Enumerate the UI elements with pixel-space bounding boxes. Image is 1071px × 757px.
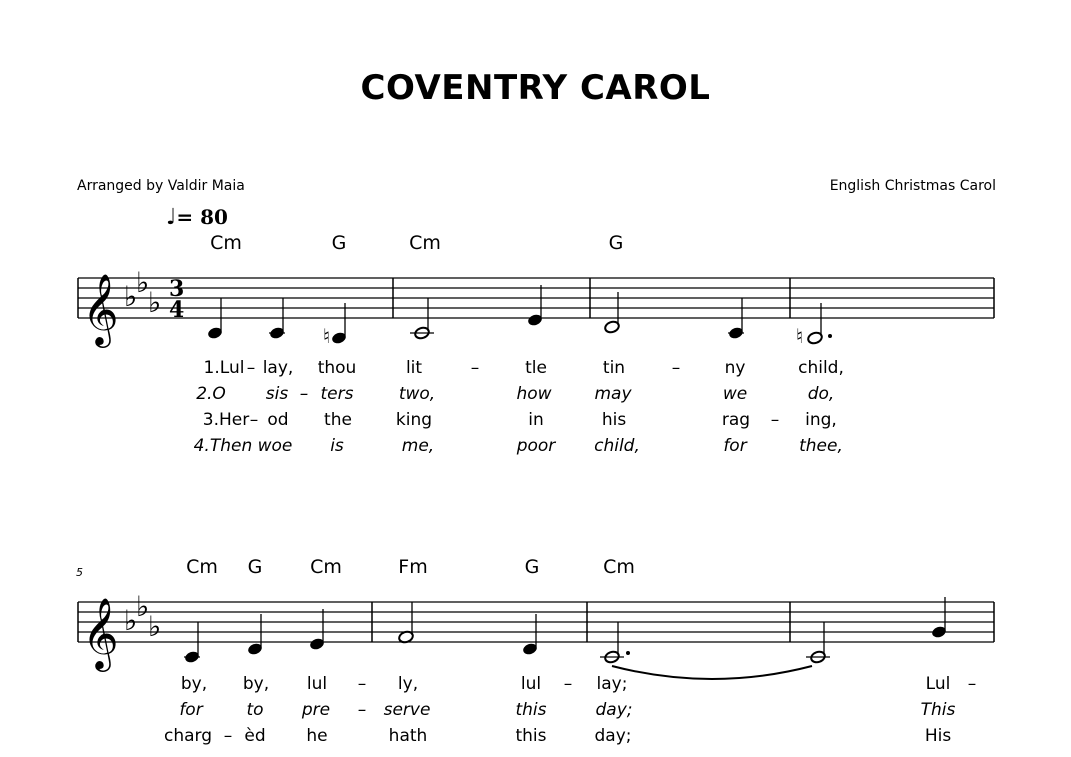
lyric-syllable: tle xyxy=(525,358,547,378)
lyric-syllable: two, xyxy=(398,384,436,404)
natural-sign-icon: ♮ xyxy=(796,324,804,348)
lyric-syllable: poor xyxy=(516,436,556,456)
note-quarter xyxy=(207,298,224,340)
lyric-syllable: 3.Her xyxy=(202,410,250,430)
chord-symbol: Cm xyxy=(210,232,242,254)
chord-symbol: Cm xyxy=(310,556,342,578)
lyric-syllable: lul xyxy=(306,674,328,694)
lyric-syllable: 4.Then woe xyxy=(193,436,293,456)
chord-symbol: G xyxy=(608,232,624,254)
lyric-syllable: thou xyxy=(317,358,357,378)
lyric-hyphen: – xyxy=(770,410,780,430)
chord-symbol: G xyxy=(524,556,540,578)
lyric-syllable: by, xyxy=(180,674,208,694)
lyric-syllable: sis xyxy=(265,384,289,404)
lyric-syllable: day; xyxy=(595,700,633,720)
note-quarter xyxy=(931,597,948,639)
lyric-syllable: ters xyxy=(320,384,354,404)
lyric-syllable: 1.Lul xyxy=(203,358,245,378)
lyric-syllable: ing, xyxy=(805,410,837,430)
lyric-hyphen: – xyxy=(357,700,367,720)
lyric-syllable: èd xyxy=(244,726,266,746)
lyric-syllable: this xyxy=(515,700,547,720)
lyric-syllable: the xyxy=(324,410,352,430)
treble-clef-icon: 𝄞 xyxy=(82,596,119,669)
lyric-syllable: lul xyxy=(520,674,542,694)
note-dotted-half xyxy=(600,622,630,664)
note-half xyxy=(806,622,830,664)
time-signature-bottom: 4 xyxy=(169,297,185,323)
lyric-syllable: in xyxy=(528,410,544,430)
key-signature-flats xyxy=(124,266,161,319)
note-quarter xyxy=(247,614,264,656)
note-quarter xyxy=(527,285,544,327)
svg-text:♭: ♭ xyxy=(148,610,162,643)
arranger-credit: Arranged by Valdir Maia xyxy=(77,178,245,194)
lyric-hyphen: – xyxy=(563,674,573,694)
lyric-hyphen: – xyxy=(357,674,367,694)
lyric-syllable: This xyxy=(920,700,956,720)
lyric-hyphen: – xyxy=(246,358,256,378)
lyric-hyphen: – xyxy=(223,726,233,746)
lyric-syllable: king xyxy=(395,410,433,430)
chord-symbol: Cm xyxy=(409,232,441,254)
lyric-syllable: me, xyxy=(401,436,435,456)
lyric-syllable: how xyxy=(516,384,552,404)
note-dotted-half xyxy=(807,303,832,345)
time-signature-top: 3 xyxy=(169,276,185,302)
note-quarter xyxy=(331,303,348,345)
lyric-syllable: ny xyxy=(724,358,746,378)
lyric-syllable: to xyxy=(246,700,264,720)
lyric-syllable: lit xyxy=(405,358,423,378)
lyric-syllable: may xyxy=(594,384,632,404)
svg-text:♭: ♭ xyxy=(136,590,150,623)
lyric-syllable: he xyxy=(306,726,328,746)
lyric-syllable: serve xyxy=(383,700,431,720)
chord-symbol: Cm xyxy=(603,556,635,578)
measure-number: 5 xyxy=(76,566,83,579)
lyric-syllable: his xyxy=(601,410,627,430)
staff-line-1 xyxy=(78,278,994,318)
svg-text:♭: ♭ xyxy=(148,286,162,319)
note-quarter xyxy=(728,298,745,340)
lyric-syllable: child, xyxy=(798,358,844,378)
lyric-hyphen: – xyxy=(470,358,480,378)
lyric-syllable: lay, xyxy=(262,358,294,378)
lyric-syllable: child, xyxy=(594,436,640,456)
source-credit: English Christmas Carol xyxy=(829,178,996,194)
chord-symbol: G xyxy=(331,232,347,254)
chord-symbol: G xyxy=(247,556,263,578)
key-signature-flats xyxy=(124,590,161,643)
lyric-syllable: this xyxy=(515,726,547,746)
lyric-syllable: od xyxy=(267,410,289,430)
lyric-syllable: for xyxy=(179,700,203,720)
lyric-syllable: ly, xyxy=(397,674,419,694)
lyric-syllable: lay; xyxy=(596,674,628,694)
chord-symbol: Fm xyxy=(398,556,428,578)
lyric-syllable: do, xyxy=(807,384,835,404)
lyric-syllable: day; xyxy=(594,726,632,746)
treble-clef-icon: 𝄞 xyxy=(82,272,119,345)
chord-symbol: Cm xyxy=(186,556,218,578)
tempo-value: = 80 xyxy=(176,205,228,229)
tie-slur xyxy=(612,666,812,679)
lyric-syllable: by, xyxy=(242,674,270,694)
lyric-syllable: pre xyxy=(301,700,331,720)
svg-text:♭: ♭ xyxy=(124,604,138,637)
lyric-syllable: Lul xyxy=(925,674,951,694)
note-quarter xyxy=(269,298,286,340)
note-quarter xyxy=(184,622,201,664)
page-title: COVENTRY CAROL xyxy=(360,68,711,108)
lyric-syllable: hath xyxy=(388,726,428,746)
note-quarter xyxy=(309,609,326,651)
lyric-hyphen: – xyxy=(249,410,259,430)
svg-text:♭: ♭ xyxy=(124,280,138,313)
note-half xyxy=(410,298,434,340)
svg-text:♭: ♭ xyxy=(136,266,150,299)
lyric-syllable: charg xyxy=(163,726,213,746)
lyric-syllable: is xyxy=(330,436,344,456)
lyric-syllable: His xyxy=(924,726,952,746)
lyric-hyphen: – xyxy=(967,674,977,694)
note-quarter xyxy=(522,614,539,656)
note-half xyxy=(398,602,415,644)
lyric-hyphen: – xyxy=(299,384,309,404)
lyric-syllable: we xyxy=(722,384,748,404)
lyric-syllable: 2.O xyxy=(196,384,226,404)
quarter-note-icon: ♩ xyxy=(166,204,177,230)
lyric-hyphen: – xyxy=(671,358,681,378)
natural-sign-icon: ♮ xyxy=(323,324,331,348)
time-signature xyxy=(169,276,184,323)
lyric-syllable: tin xyxy=(602,358,626,378)
lyric-syllable: rag xyxy=(721,410,751,430)
lyric-syllable: for xyxy=(723,436,747,456)
lyric-syllable: thee, xyxy=(799,436,843,456)
